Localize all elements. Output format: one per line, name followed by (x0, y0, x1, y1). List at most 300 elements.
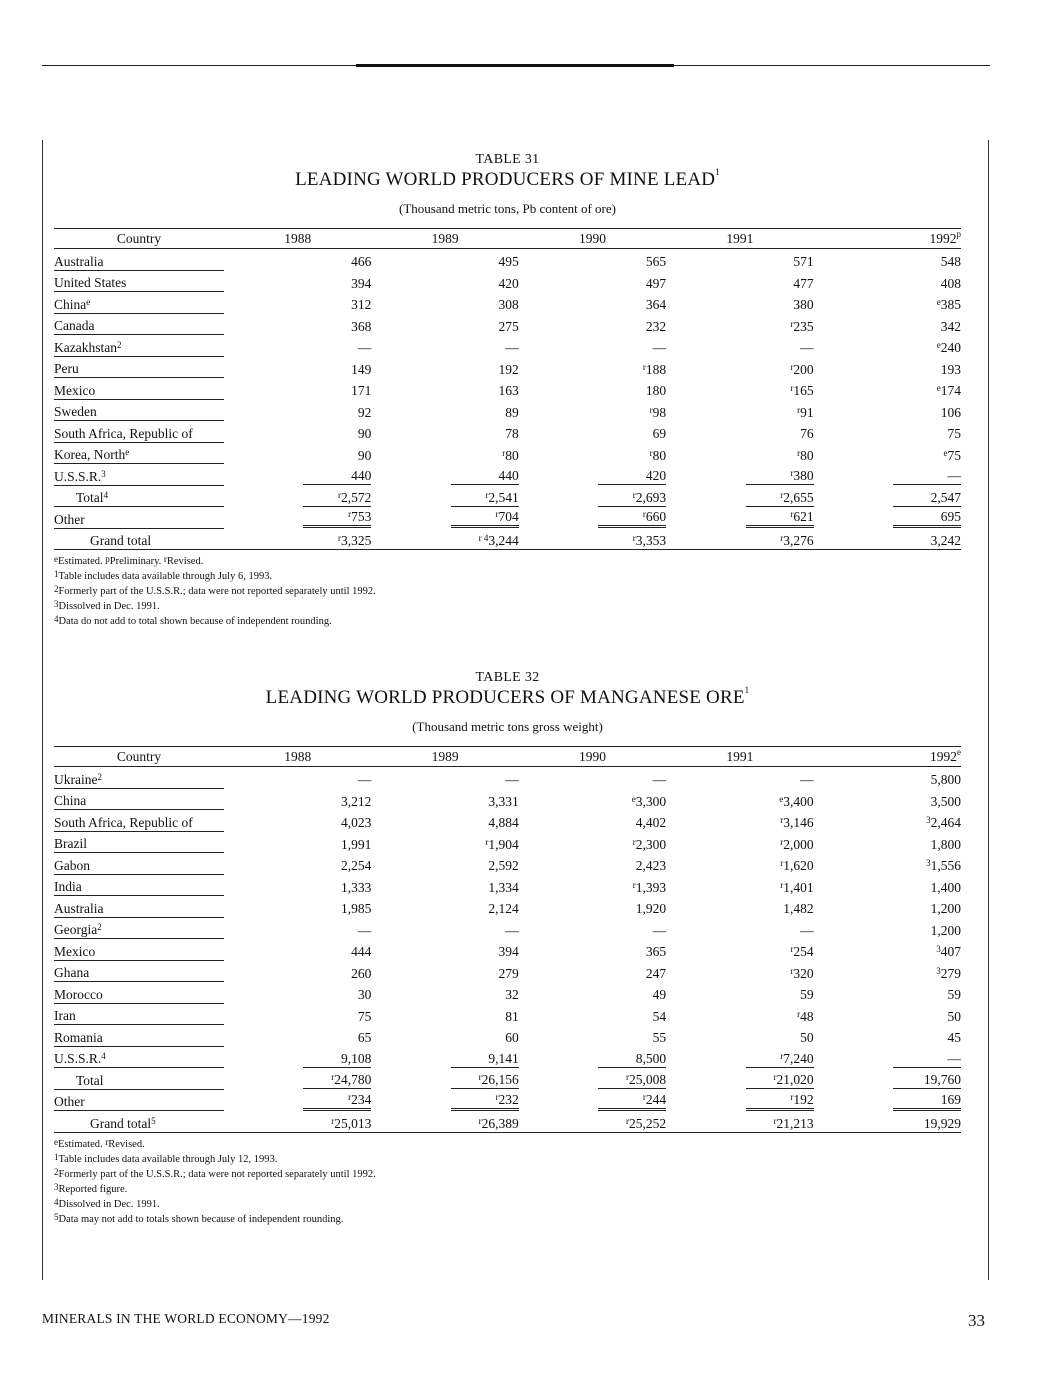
value-cell (224, 485, 371, 507)
value-text: 4,023 (341, 815, 372, 830)
value-text: — (893, 467, 961, 485)
footnote-mark: 1 (54, 569, 59, 579)
value-text: 695 (893, 508, 961, 528)
value-text: — (893, 1050, 961, 1068)
country-cell: Korea, North$^e$ (54, 442, 224, 464)
table-row (54, 399, 961, 421)
value-text: 1,200 (930, 901, 961, 916)
value-cell (666, 874, 813, 896)
table-row (54, 939, 961, 961)
country-cell: South Africa, Republic of (54, 810, 224, 832)
value-text: $^r$24,780 (303, 1071, 371, 1089)
running-footer: MINERALS IN THE WORLD ECONOMY—1992 (42, 1311, 330, 1326)
value-text: $^r$25,013 (331, 1115, 372, 1131)
value-cell (814, 960, 961, 982)
value-text: 9,141 (451, 1050, 519, 1068)
header-year: 1992e (814, 747, 961, 767)
value-cell (814, 1089, 961, 1111)
value-cell (666, 896, 813, 918)
value-text: — (505, 340, 519, 355)
country-footnote-mark: e (125, 447, 130, 457)
value-cell (519, 249, 666, 271)
value-footnote-mark: r (331, 1072, 335, 1082)
value-text: 1,200 (930, 922, 961, 938)
value-cell (519, 399, 666, 421)
value-text: 440 (303, 467, 371, 485)
value-text: $^r$254 (790, 944, 814, 959)
country-footnote-mark: 3 (101, 468, 106, 479)
right-margin-rule (988, 140, 989, 1280)
country-cell: Peru (54, 356, 224, 378)
value-text: 50 (947, 1008, 961, 1024)
footnote-mark: 2 (54, 584, 59, 594)
value-cell (224, 767, 371, 789)
value-cell (224, 1003, 371, 1025)
footnote-line: $^e$Estimated. $^p$Preliminary. $^r$Revised. (54, 554, 204, 567)
country-cell: Ukraine$^2$ (54, 767, 224, 789)
value-cell (224, 1089, 371, 1111)
table-row (54, 982, 961, 1004)
label-footnote-mark: 4 (103, 490, 109, 500)
value-text: 78 (505, 426, 519, 441)
footnote-line: $^5$Data may not add to totals shown because of independent rounding. (54, 1211, 344, 1225)
value-footnote-mark: r (790, 361, 794, 372)
value-text: $^r$2,572 (303, 489, 371, 507)
header-country: Country (54, 229, 224, 249)
value-text: $^r$232 (451, 1091, 519, 1111)
value-text: $^3$279 (936, 965, 961, 981)
value-cell (666, 939, 813, 961)
value-footnote-mark: r (780, 1050, 784, 1061)
value-cell (814, 1111, 961, 1133)
value-cell (371, 788, 518, 810)
value-cell (666, 270, 813, 292)
value-cell (371, 896, 518, 918)
value-text: $^r$188 (642, 361, 667, 377)
value-text: $^r$244 (598, 1091, 666, 1111)
table-row (54, 356, 961, 378)
value-cell (814, 270, 961, 292)
value-text: $^r$3,146 (780, 815, 814, 830)
value-text: $^r$2,693 (598, 489, 666, 507)
value-text: 312 (351, 297, 372, 312)
value-text: — (652, 922, 667, 938)
value-cell (371, 831, 518, 853)
value-text: 32 (505, 987, 519, 1002)
value-cell (519, 982, 666, 1004)
value-footnote-mark: r (502, 447, 506, 458)
value-cell (519, 1089, 666, 1111)
value-cell (371, 939, 518, 961)
value-text: 2,547 (893, 489, 961, 507)
value-text: 50 (800, 1030, 814, 1045)
value-text: $^r$2,541 (451, 489, 519, 507)
value-cell (666, 982, 813, 1004)
value-cell (224, 853, 371, 875)
value-footnote-mark: r (642, 1091, 646, 1102)
country-cell: China (54, 788, 224, 810)
value-cell (666, 1089, 813, 1111)
value-text: $^r$91 (797, 404, 814, 420)
value-text: 3,500 (930, 793, 961, 809)
table-row (54, 1003, 961, 1025)
country-cell: Mexico (54, 378, 224, 400)
value-footnote-mark: r (790, 965, 794, 976)
value-cell (666, 1025, 813, 1047)
value-text: $^r$704 (451, 508, 519, 528)
value-text: $^e$75 (943, 447, 961, 463)
value-text: 92 (357, 404, 372, 420)
value-text: 106 (940, 404, 961, 420)
table-row (54, 767, 961, 789)
value-cell (224, 939, 371, 961)
value-footnote-mark: r (348, 509, 352, 519)
value-cell (666, 399, 813, 421)
value-cell (666, 464, 813, 486)
value-cell (224, 442, 371, 464)
header-country: Country (54, 747, 224, 767)
value-text: — (357, 772, 372, 787)
value-cell (371, 270, 518, 292)
value-text: 76 (800, 426, 814, 441)
value-text: 2,423 (635, 858, 667, 873)
other-row (54, 507, 961, 529)
value-text: — (357, 340, 372, 355)
value-cell (666, 1068, 813, 1090)
left-margin-rule (42, 140, 43, 1280)
value-cell (814, 810, 961, 832)
value-cell (814, 335, 961, 357)
value-text: — (505, 772, 519, 787)
country-footnote-mark: e (86, 296, 91, 307)
value-text: 59 (947, 987, 961, 1002)
value-text: 342 (940, 318, 961, 334)
country-footnote-mark: 2 (97, 771, 102, 782)
table-row (54, 1025, 961, 1047)
value-cell (519, 270, 666, 292)
value-cell (519, 853, 666, 875)
row-label: Total$^4$ (54, 485, 224, 507)
footnote-mark: e (54, 554, 58, 564)
country-cell: Ghana (54, 960, 224, 982)
header-row (54, 747, 961, 767)
value-footnote-mark: r (632, 489, 636, 500)
footnote-line: $^2$Formerly part of the U.S.S.R.; data were not reported separately until 1992. (54, 584, 376, 597)
value-text: $^e$3,400 (779, 793, 814, 809)
value-text: — (800, 772, 814, 787)
value-text: 440 (451, 467, 519, 485)
value-footnote-mark: 3 (936, 965, 941, 976)
value-cell (814, 485, 961, 507)
value-cell (371, 249, 518, 271)
value-text: 54 (652, 1008, 667, 1024)
value-cell (224, 917, 371, 939)
table-row (54, 788, 961, 810)
value-cell (814, 939, 961, 961)
value-cell (814, 356, 961, 378)
value-cell (371, 960, 518, 982)
value-cell (371, 399, 518, 421)
value-text: $^3$1,556 (926, 858, 961, 873)
value-cell (371, 810, 518, 832)
value-footnote-mark: r (790, 383, 794, 393)
table-row (54, 831, 961, 853)
value-text: — (800, 340, 814, 355)
value-text: 69 (652, 426, 667, 441)
footnote-mark: 3 (54, 599, 59, 609)
value-footnote-mark: r (780, 489, 784, 500)
row-label: Grand total (54, 528, 224, 550)
value-cell (371, 356, 518, 378)
value-text: 4,884 (488, 815, 519, 830)
value-footnote-mark: r (642, 509, 646, 519)
value-cell (814, 788, 961, 810)
table-row (54, 313, 961, 335)
value-text: 308 (498, 297, 519, 312)
footnote-line: $^1$Table includes data available through July 6, 1993. (54, 569, 273, 582)
footnote-mark: 3 (54, 1181, 59, 1192)
value-cell (666, 507, 813, 529)
value-text: 495 (498, 254, 519, 269)
country-cell: Australia (54, 896, 224, 918)
value-footnote-mark: r (632, 879, 636, 890)
value-text: 192 (498, 361, 519, 377)
country-cell: Georgia$^2$ (54, 917, 224, 939)
footnote-mark: r (105, 1136, 109, 1147)
value-text: 8,500 (598, 1050, 666, 1068)
footnote-line: $^3$Reported figure. (54, 1181, 128, 1195)
value-footnote-mark: r (780, 879, 784, 890)
value-text: $^r$234 (303, 1091, 371, 1111)
value-cell (519, 313, 666, 335)
value-text: 368 (351, 318, 372, 334)
header-year: 1989 (371, 229, 518, 249)
value-cell (519, 485, 666, 507)
footnote-line: $^2$Formerly part of the U.S.S.R.; data were not reported separately until 1992. (54, 1166, 376, 1180)
lead-producers-table (54, 228, 961, 550)
table-32 (54, 670, 961, 1227)
value-footnote-mark: r (790, 509, 794, 519)
value-text: 30 (357, 987, 372, 1002)
value-cell (814, 442, 961, 464)
value-text: 89 (505, 404, 519, 420)
value-text: 163 (498, 383, 519, 398)
value-cell (519, 421, 666, 443)
value-cell (371, 767, 518, 789)
value-text: 1,920 (635, 901, 667, 916)
value-text: 90 (357, 447, 372, 463)
value-text: 45 (947, 1030, 961, 1045)
value-cell (371, 874, 518, 896)
value-cell (814, 399, 961, 421)
value-cell (814, 507, 961, 529)
value-cell (371, 853, 518, 875)
value-footnote-mark: r (780, 815, 784, 825)
value-cell (519, 874, 666, 896)
row-label: Grand total$^5$ (54, 1111, 224, 1133)
footnote-mark: 4 (54, 1196, 59, 1207)
value-cell (519, 378, 666, 400)
value-cell (519, 810, 666, 832)
value-footnote-mark: e (936, 297, 941, 307)
value-cell (666, 485, 813, 507)
value-footnote-mark: r (649, 447, 653, 458)
value-cell (224, 874, 371, 896)
country-cell: Romania (54, 1025, 224, 1047)
value-text: 171 (351, 383, 372, 398)
value-text: 380 (793, 297, 814, 312)
value-text: $^r$21,213 (773, 1115, 814, 1131)
value-cell (519, 788, 666, 810)
value-text: 55 (652, 1030, 667, 1045)
table-footnotes (54, 554, 961, 629)
country-footnote-mark: 2 (97, 922, 102, 932)
table-row (54, 249, 961, 271)
value-footnote-mark: 3 (926, 858, 931, 868)
value-footnote-mark: r (348, 1091, 352, 1102)
value-text: $^{r 4}$3,244 (478, 533, 519, 548)
value-cell (371, 982, 518, 1004)
row-label: Other (54, 507, 224, 529)
value-text: 5,800 (930, 772, 961, 787)
value-text: 232 (645, 318, 667, 334)
value-cell (371, 485, 518, 507)
value-cell (519, 1003, 666, 1025)
value-cell (371, 1111, 518, 1133)
footnote-line: $^e$Estimated. $^r$Revised. (54, 1136, 145, 1150)
value-text: $^r$26,389 (478, 1115, 519, 1131)
value-cell (371, 442, 518, 464)
country-cell: Australia (54, 249, 224, 271)
value-cell (814, 464, 961, 486)
value-cell (371, 917, 518, 939)
grand-total-row (54, 528, 961, 550)
value-footnote-mark: r (632, 533, 636, 543)
table-row (54, 421, 961, 443)
header-year: 1989 (371, 747, 518, 767)
manganese-producers-table (54, 746, 961, 1133)
table-row (54, 853, 961, 875)
page-number: 33 (968, 1311, 985, 1330)
value-text: 1,985 (341, 901, 372, 916)
value-cell (666, 1046, 813, 1068)
header-year: 1991 (666, 747, 813, 767)
value-footnote-mark: e (943, 447, 948, 458)
footnote-line: $^3$Dissolved in Dec. 1991. (54, 599, 160, 612)
value-footnote-mark: r (495, 509, 499, 519)
table-row (54, 874, 961, 896)
value-text: $^r$80 (502, 447, 519, 463)
value-cell (519, 356, 666, 378)
label-footnote-mark: 5 (151, 1115, 156, 1126)
value-cell (814, 831, 961, 853)
country-cell: U.S.S.R.$^4$ (54, 1046, 224, 1068)
table-row (54, 810, 961, 832)
value-text: $^r$1,620 (780, 858, 814, 873)
country-cell: United States (54, 270, 224, 292)
value-text: $^e$3,300 (631, 793, 667, 809)
value-text: 19,929 (923, 1115, 961, 1131)
value-cell (666, 853, 813, 875)
value-cell (371, 1025, 518, 1047)
value-cell (371, 1003, 518, 1025)
value-text: $^r$621 (746, 508, 814, 528)
value-footnote-mark: r (485, 836, 489, 847)
value-text: 2,124 (488, 901, 519, 916)
value-text: 1,800 (930, 836, 961, 852)
country-cell: Gabon (54, 853, 224, 875)
value-text: $^e$385 (936, 297, 961, 312)
header-year: 1990 (519, 229, 666, 249)
value-footnote-mark: r (773, 1072, 777, 1082)
value-cell (371, 1046, 518, 1068)
table-row (54, 917, 961, 939)
value-text: $^r$380 (746, 467, 814, 485)
footnote-mark: e (54, 1136, 58, 1147)
value-cell (814, 982, 961, 1004)
value-cell (224, 1068, 371, 1090)
value-text: 394 (498, 944, 519, 959)
value-cell (519, 1068, 666, 1090)
value-cell (371, 378, 518, 400)
footnote-line: $^4$Dissolved in Dec. 1991. (54, 1196, 160, 1210)
value-cell (814, 313, 961, 335)
header-year: 1988 (224, 747, 371, 767)
value-text: 497 (645, 275, 667, 291)
footnote-mark: 4 (54, 614, 59, 624)
value-cell (224, 528, 371, 550)
value-cell (814, 1068, 961, 1090)
value-cell (814, 378, 961, 400)
value-text: $^r$98 (649, 404, 667, 420)
value-cell (666, 810, 813, 832)
footnote-mark: 1 (54, 1151, 59, 1162)
value-cell (224, 464, 371, 486)
value-text: 169 (893, 1091, 961, 1111)
value-cell (814, 1046, 961, 1068)
value-cell (666, 1111, 813, 1133)
country-footnote-mark: 4 (101, 1051, 106, 1061)
value-text: 1,334 (488, 879, 519, 895)
value-text: 4,402 (635, 815, 667, 830)
value-footnote-mark: r (780, 533, 784, 543)
value-cell (814, 1003, 961, 1025)
footnote-line: $^4$Data do not add to total shown because of independent rounding. (54, 614, 332, 627)
country-cell: Morocco (54, 982, 224, 1004)
value-text: $^r$3,325 (338, 533, 372, 548)
value-text: 548 (940, 254, 961, 269)
value-cell (666, 313, 813, 335)
value-cell (519, 767, 666, 789)
top-rule-accent (356, 64, 674, 67)
value-cell (371, 528, 518, 550)
value-text: $^r$26,156 (451, 1071, 519, 1089)
table-row (54, 1046, 961, 1068)
value-cell (224, 313, 371, 335)
value-footnote-mark: r (632, 836, 636, 847)
value-footnote-mark: r (797, 1008, 801, 1019)
value-text: 279 (498, 965, 519, 981)
value-text: 3,212 (341, 793, 372, 809)
value-text: 9,108 (303, 1050, 371, 1068)
value-cell (666, 378, 813, 400)
value-footnote-mark: 3 (926, 815, 931, 825)
value-cell (666, 356, 813, 378)
value-cell (224, 788, 371, 810)
value-text: 3,331 (488, 793, 519, 809)
value-footnote-mark: r (773, 1115, 777, 1126)
value-text: 193 (940, 361, 961, 377)
